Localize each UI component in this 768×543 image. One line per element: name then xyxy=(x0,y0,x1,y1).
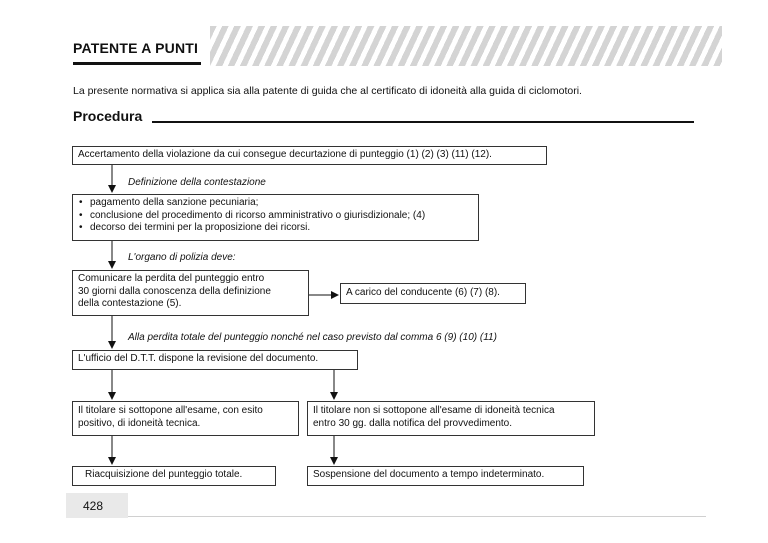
box-riacquisizione xyxy=(72,466,276,486)
box-bullets xyxy=(72,194,479,241)
caption-perdita: Alla perdita totale del punteggio nonché nel caso previsto dal comma 6 (9) (10) (11) xyxy=(128,332,497,343)
caption-definizione: Definizione della contestazione xyxy=(128,177,266,188)
sospensione-text: Sospensione del documento a tempo indeterminato. xyxy=(313,469,545,480)
accertamento-text: Accertamento della violazione da cui consegue decurtazione di punteggio (1) (2) (3) (11) (12). xyxy=(78,149,492,160)
comunicare-line: 30 giorni dalla conoscenza della definizione xyxy=(78,285,271,297)
procedure-title: Procedura xyxy=(73,108,143,124)
box-ufficio xyxy=(72,350,358,370)
box-sospensione xyxy=(307,466,584,486)
titolare-no-line: Il titolare non si sottopone all'esame di idoneità tecnica xyxy=(313,405,555,416)
bullet-list xyxy=(78,197,473,235)
titolare-no-line: entro 30 gg. dalla notifica del provvedimento. xyxy=(313,417,513,429)
box-titolare-si xyxy=(72,401,299,436)
box-accertamento xyxy=(72,146,547,165)
box-titolare-no xyxy=(307,401,595,436)
comunicare-line: della contestazione (5). xyxy=(78,298,182,309)
bullet-item: • conclusione del procedimento di ricorso amministrativo o giurisdizionale; (4) xyxy=(78,210,473,223)
comunicare-line: Comunicare la perdita del punteggio entro xyxy=(78,273,265,284)
box-comunicare xyxy=(72,270,309,316)
titolare-si-line: positivo, di idoneità tecnica. xyxy=(78,417,201,429)
ufficio-text: L'ufficio del D.T.T. dispone la revisione del documento. xyxy=(78,353,319,364)
page-number: 428 xyxy=(83,499,104,513)
procedure-rule xyxy=(152,121,694,123)
footer-rule xyxy=(128,516,706,517)
bullet-item: • decorso dei termini per la proposizione dei ricorsi. xyxy=(78,222,473,235)
bullet-item: • pagamento della sanzione pecuniaria; xyxy=(78,197,473,210)
intro-text: La presente normativa si applica sia alla patente di guida che al certificato di idoneità alla guida di ciclomotori. xyxy=(73,85,582,97)
titolare-si-line: Il titolare si sottopone all'esame, con esito xyxy=(78,405,263,416)
title-underline xyxy=(73,62,201,65)
riacquisizione-text: Riacquisizione del punteggio totale. xyxy=(85,469,243,480)
header-stripes xyxy=(210,26,722,66)
caption-organo: L'organo di polizia deve: xyxy=(128,252,236,263)
box-carico xyxy=(340,283,526,304)
page-title: PATENTE A PUNTI xyxy=(73,40,199,56)
carico-text: A carico del conducente (6) (7) (8). xyxy=(346,287,500,298)
